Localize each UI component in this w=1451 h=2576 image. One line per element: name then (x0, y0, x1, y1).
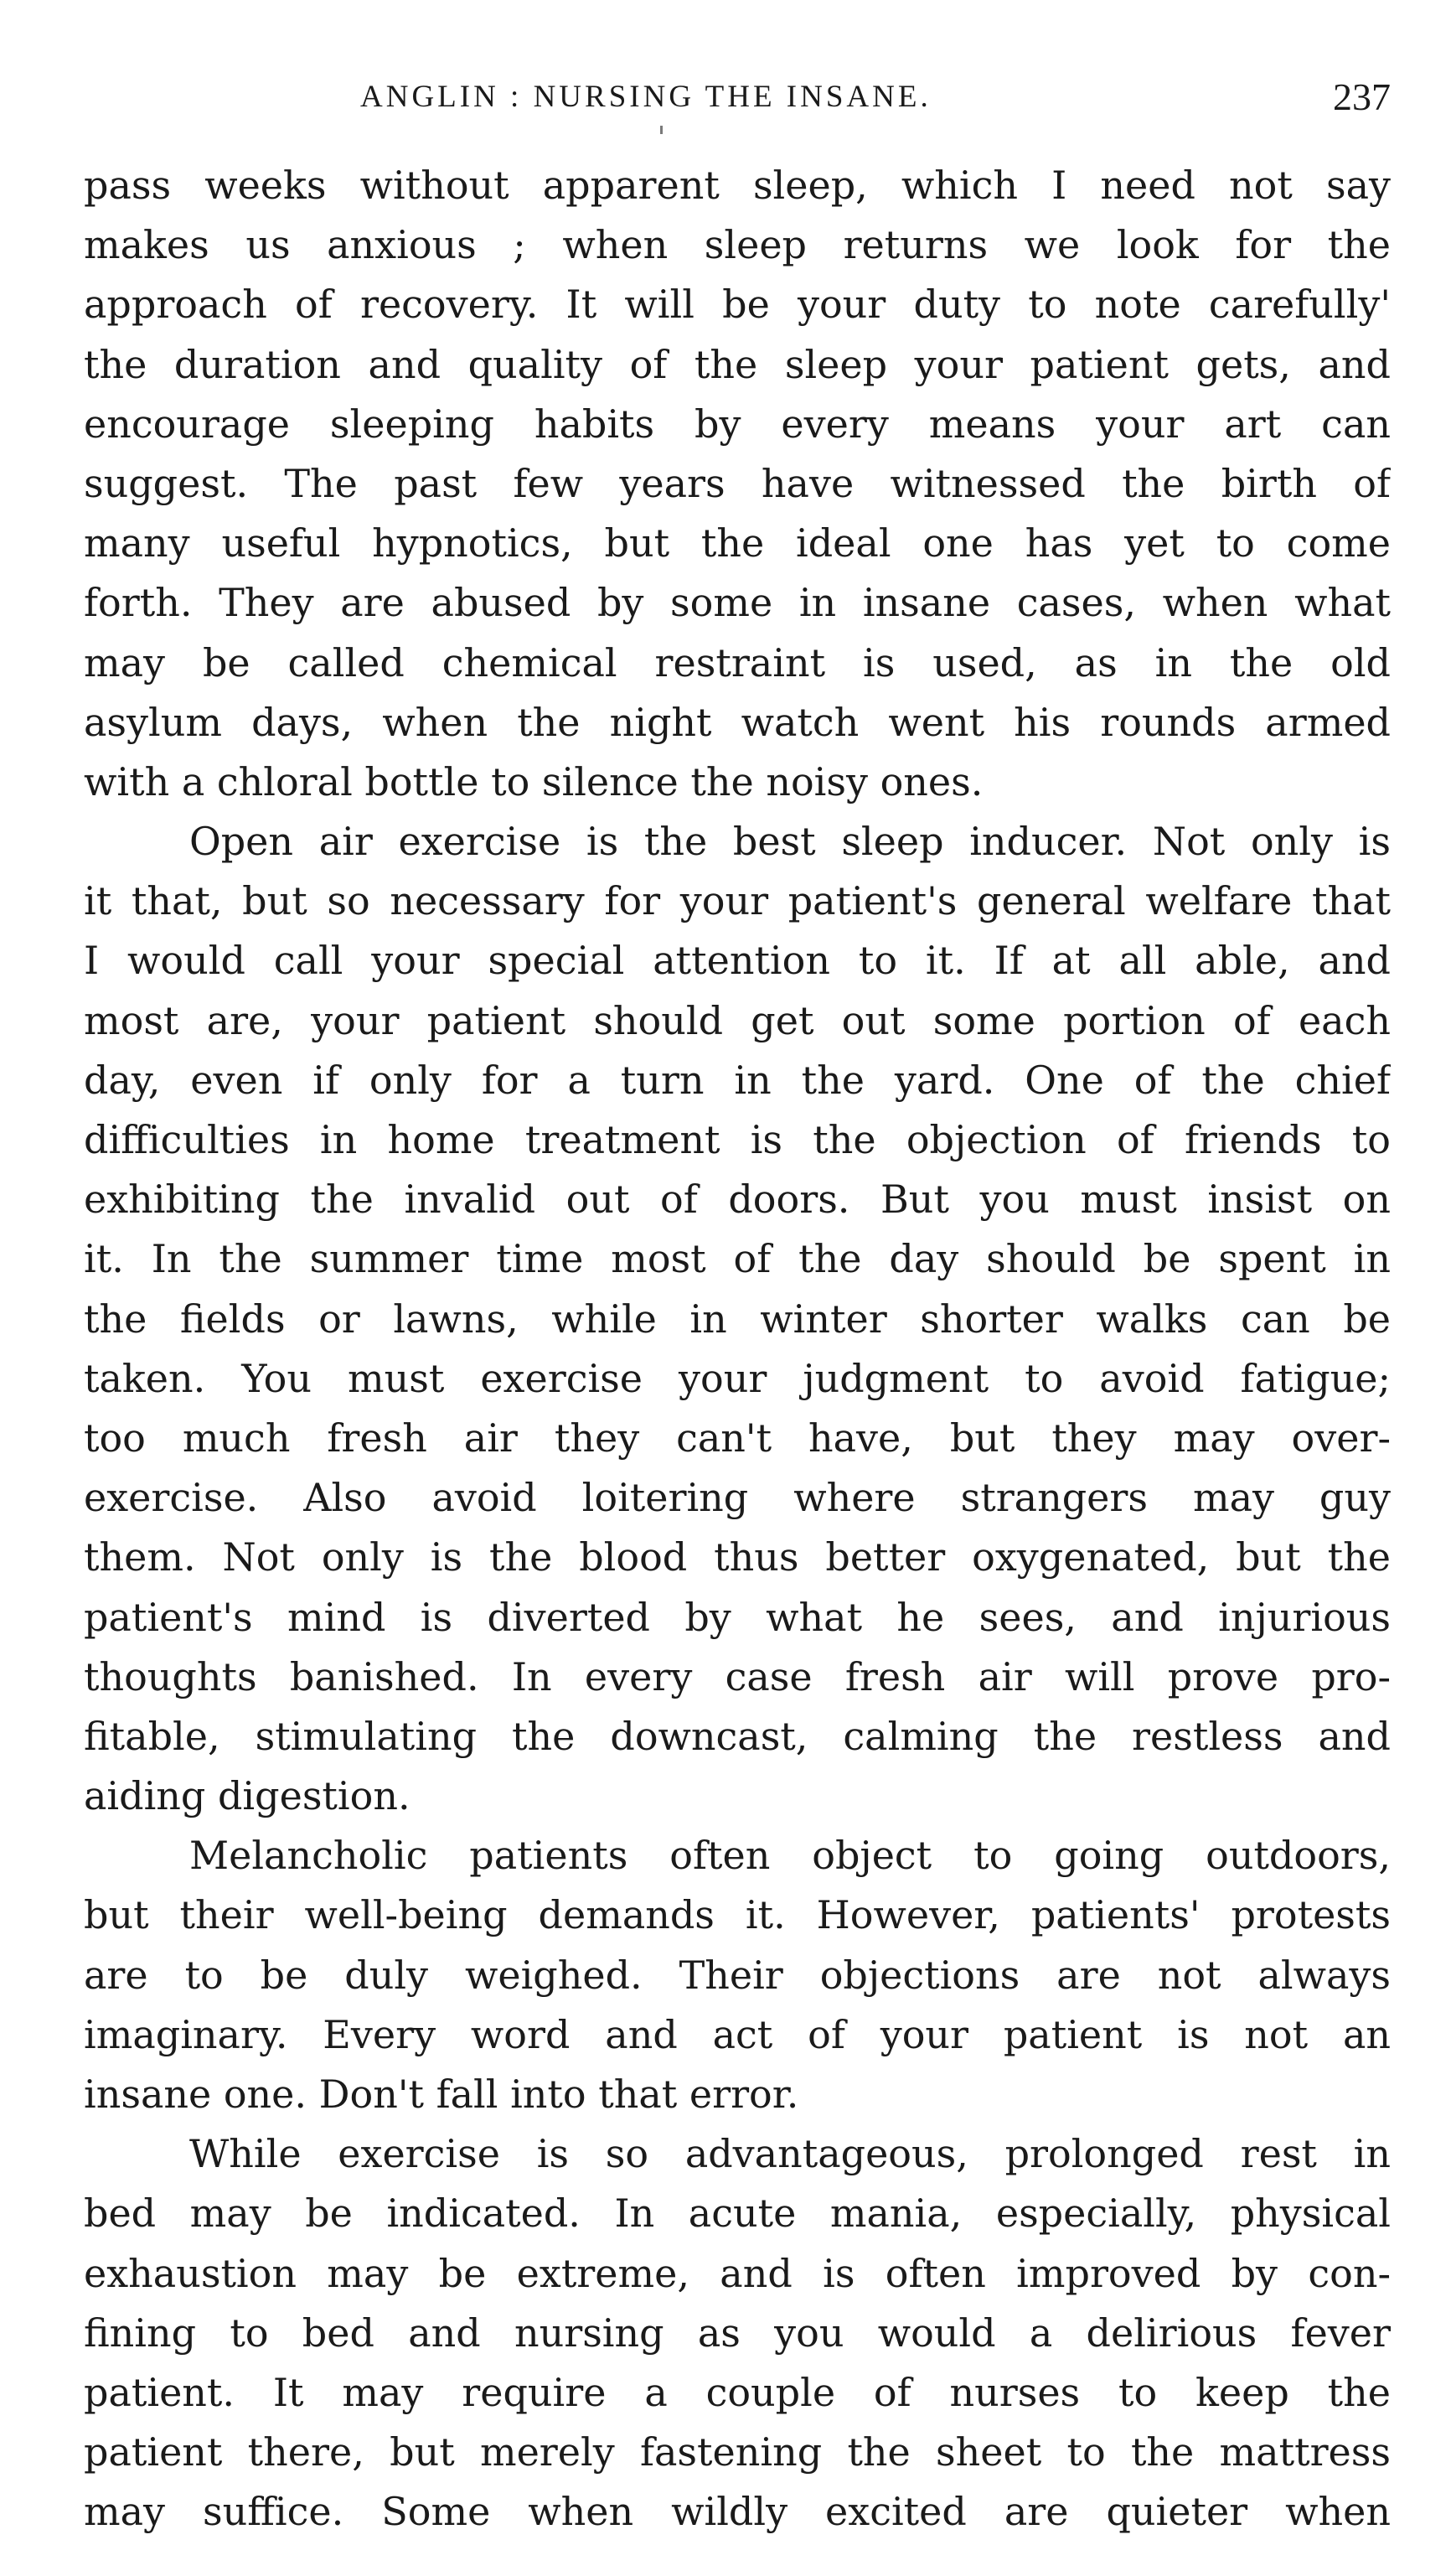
text-line: forth. They are abused by some in insane cases, when what (84, 580, 1391, 626)
text-line: encourage sleeping habits by every means your art can (84, 401, 1391, 447)
text-line: with a chloral bottle to silence the noisy ones. (84, 758, 984, 804)
text-line: approach of recovery. It will be your duty to note carefully' (84, 282, 1391, 328)
text-line: most are, your patient should get out some portion of each (84, 997, 1391, 1043)
text-line: patient. It may require a couple of nurses to keep the (84, 2369, 1391, 2415)
text-line: asylum days, when the night watch went his rounds armed (84, 699, 1391, 745)
text-line: pass weeks without apparent sleep, which I need not say (84, 163, 1391, 208)
text-line: are to be duly weighed. Their objections are not always (84, 1952, 1391, 1998)
text-line: taken. You must exercise your judgment to avoid fatigue; (84, 1355, 1391, 1401)
text-line: exhaustion may be extreme, and is often improved by con- (84, 2250, 1391, 2296)
text-line: I would call your special attention to it. If at all able, and (84, 938, 1391, 984)
text-line: but their well-being demands it. However, patients' protests (84, 1892, 1391, 1938)
paragraph-melancholic-patients (84, 1826, 1391, 2124)
text-line: the duration and quality of the sleep your patient gets, and (84, 341, 1391, 387)
text-line: suggest. The past few years have witnessed the birth of (84, 460, 1391, 506)
text-line: exhibiting the invalid out of doors. But you must insist on (84, 1177, 1391, 1223)
text-line: thoughts banished. In every case fresh air will prove pro- (84, 1653, 1391, 1699)
text-line: Open air exercise is the best sleep inducer. Not only is (189, 819, 1391, 865)
text-line: may suffice. Some when wildly excited are quieter when (84, 2489, 1391, 2535)
text-line: bed may be indicated. In acute mania, especially, physical (84, 2191, 1391, 2237)
paragraph-open-air-exercise (84, 812, 1391, 1826)
text-line: it. In the summer time most of the day should be spent in (84, 1236, 1391, 1282)
text-line: the fields or lawns, while in winter shorter walks can be (84, 1296, 1391, 1342)
text-line: day, even if only for a turn in the yard. One of the chief (84, 1057, 1391, 1103)
running-title: ANGLIN : NURSING THE INSANE. (360, 80, 932, 114)
header-rule-mark (660, 126, 663, 134)
text-line: exercise. Also avoid loitering where strangers may guy (84, 1475, 1391, 1521)
paragraph-rest-in-bed (84, 2124, 1391, 2542)
text-line: patient there, but merely fastening the sheet to the mattress (84, 2429, 1391, 2475)
running-head (84, 72, 1391, 122)
text-line: patient's mind is diverted by what he sees, and injurious (84, 1594, 1391, 1640)
text-line: it that, but so necessary for your patient's general welfare that (84, 878, 1391, 924)
text-line: insane one. Don't fall into that error. (84, 2072, 799, 2117)
paragraph-sleep (84, 156, 1391, 812)
text-line: them. Not only is the blood thus better oxygenated, but the (84, 1534, 1391, 1580)
text-line: fining to bed and nursing as you would a delirious fever (84, 2310, 1391, 2356)
text-line: fitable, stimulating the downcast, calming the restless and (84, 1713, 1391, 1759)
text-line: many useful hypnotics, but the ideal one has yet to come (84, 520, 1391, 566)
text-line: may be called chemical restraint is used, as in the old (84, 639, 1391, 685)
text-line: imaginary. Every word and act of your patient is not an (84, 2011, 1391, 2057)
body-text (84, 156, 1391, 2542)
text-line: Melancholic patients often object to going outdoors, (189, 1833, 1391, 1879)
text-line: aiding digestion. (84, 1773, 411, 1819)
text-line: too much fresh air they can't have, but they may over- (84, 1415, 1391, 1461)
text-line: While exercise is so advantageous, prolonged rest in (189, 2131, 1391, 2177)
text-line: makes us anxious ; when sleep returns we look for the (84, 222, 1391, 268)
text-line: difficulties in home treatment is the objection of friends to (84, 1117, 1391, 1162)
page-number: 237 (1333, 75, 1391, 118)
